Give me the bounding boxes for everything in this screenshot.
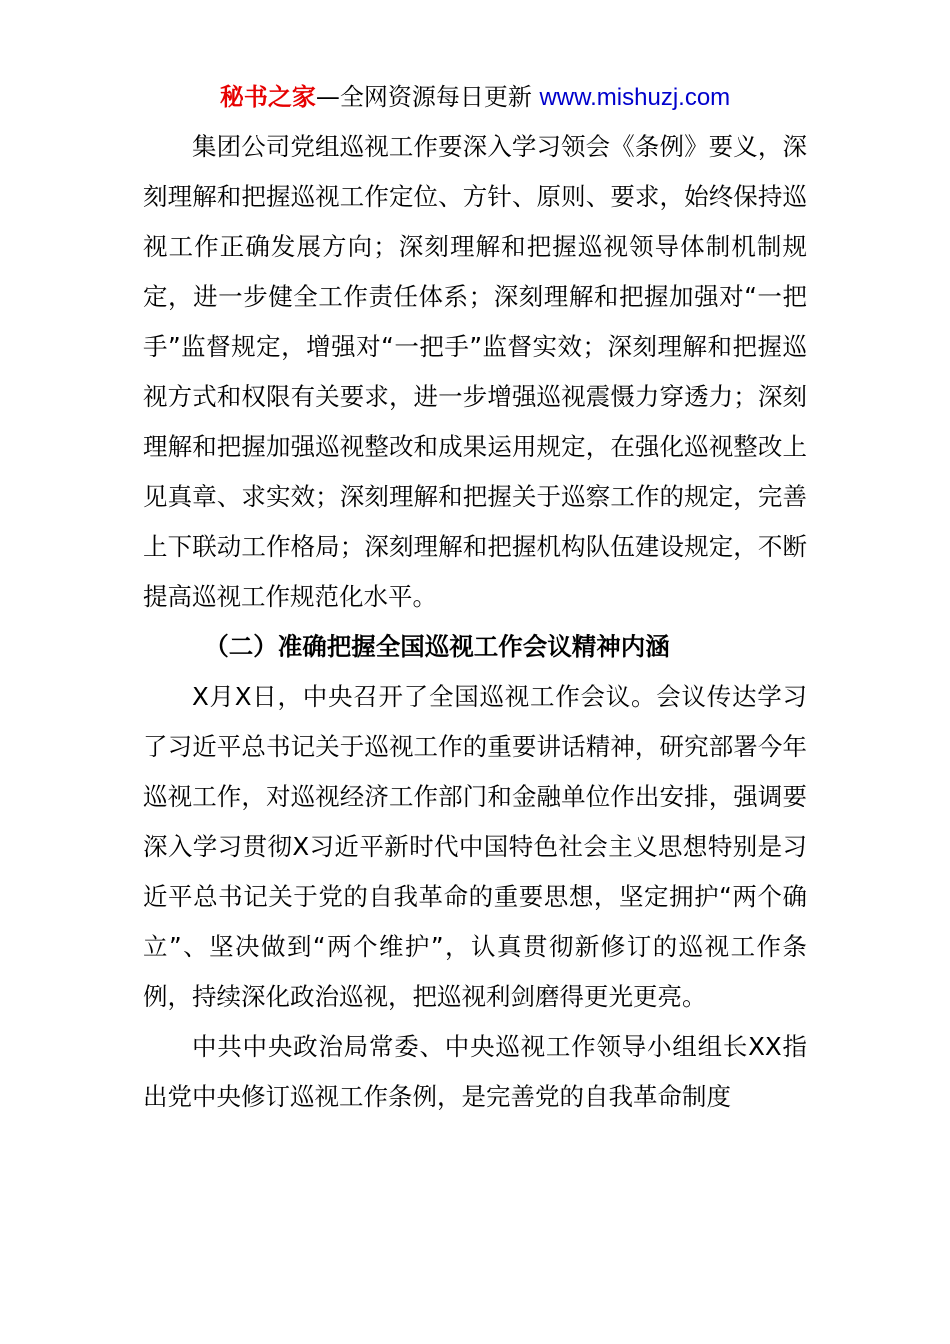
site-header (0, 80, 950, 115)
site-brand: 秘书之家 (219, 83, 316, 111)
paragraph-national-meeting: X月X日，中央召开了全国巡视工作会议。会议传达学习了习近平总书记关于巡视工作的重要讲话精神，研究部署今年巡视工作，对巡视经济工作部门和金融单位作出安排，强调要深入学习贯彻X习近平新时代中国特色社会主义思想特别是习近平总书记关于党的自我革命的重要思想，坚定拥护“两个确立”、坚决做到“两个维护”，认真贯彻新修订的巡视工作条例，持续深化政治巡视，把巡视利剑磨得更光更亮。 (143, 682, 807, 1011)
paragraph-inspection-regulations: 集团公司党组巡视工作要深入学习领会《条例》要义，深刻理解和把握巡视工作定位、方针、原则、要求，始终保持巡视工作正确发展方向；深刻理解和把握巡视领导体制机制规定，进一步健全工作责任体系；深刻理解和把握加强对“一把手”监督规定，增强对“一把手”监督实效；深刻理解和把握巡视方式和权限有关要求，进一步增强巡视震慑力穿透力；深刻理解和把握加强巡视整改和成果运用规定，在强化巡视整改上见真章、求实效；深刻理解和把握关于巡察工作的规定，完善上下联动工作格局；深刻理解和把握机构队伍建设规定，不断提高巡视工作规范化水平。 (143, 132, 807, 611)
site-tagline: —全网资源每日更新 (315, 83, 532, 111)
section-heading: （二）准确把握全国巡视工作会议精神内涵 (204, 632, 670, 661)
site-url-link[interactable]: www.mishuzj.com (539, 84, 731, 111)
document-body (143, 122, 807, 1122)
paragraph-leadership-remarks: 中共中央政治局常委、中央巡视工作领导小组组长XX指出党中央修订巡视工作条例，是完善党的自我革命制度 (143, 1032, 807, 1111)
